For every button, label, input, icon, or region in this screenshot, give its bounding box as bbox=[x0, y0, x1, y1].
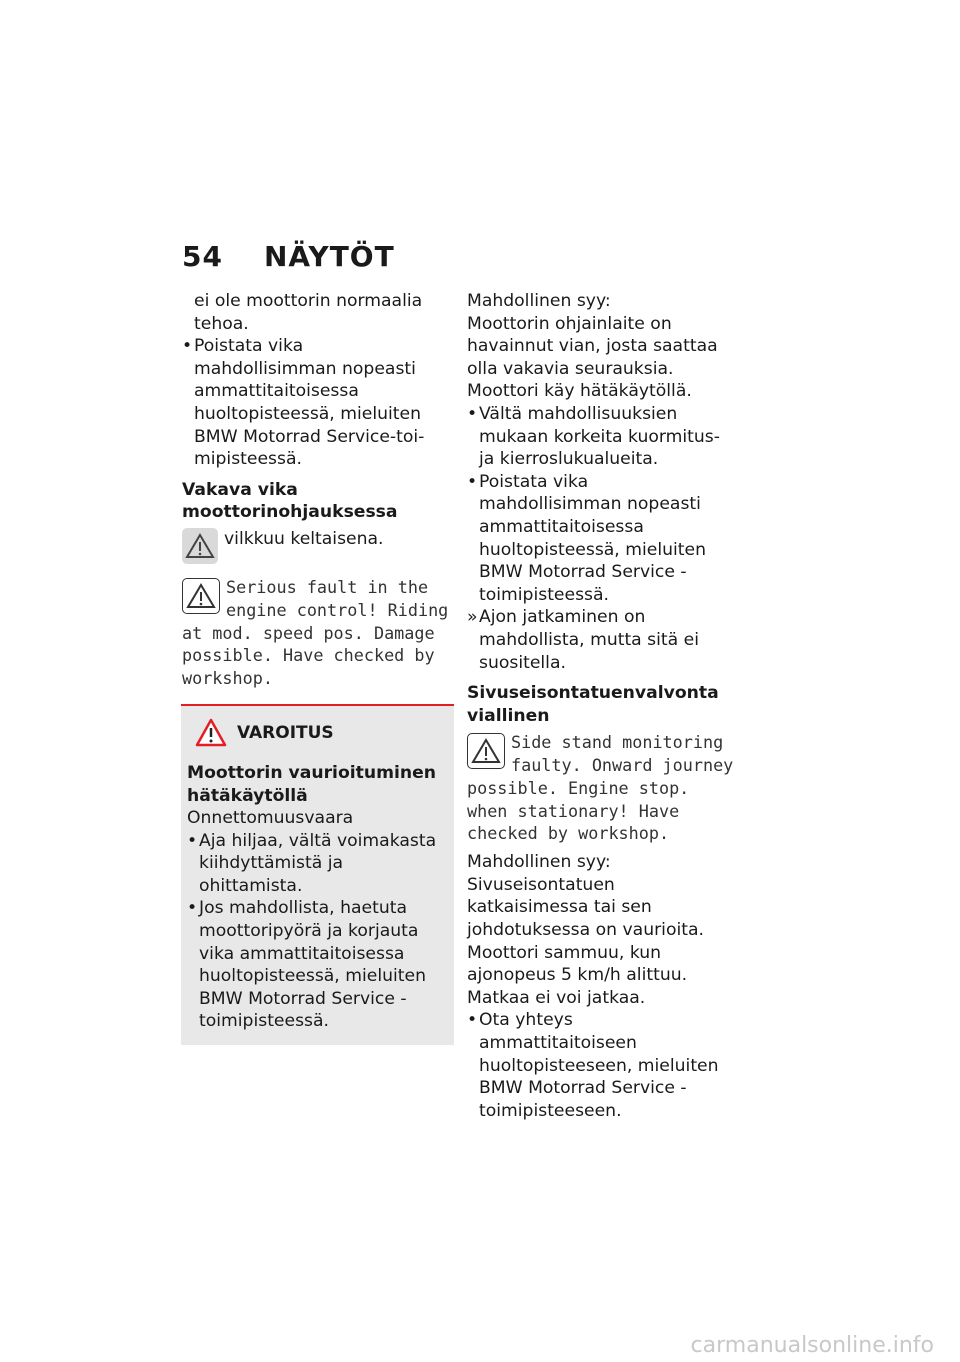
warning-sub: Onnettomuusvaara bbox=[187, 808, 354, 829]
warning-label: VAROITUS bbox=[237, 722, 334, 743]
warning-bullet: • Aja hiljaa, vältä voimakasta kiihdyttämistä ja ohittamista. bbox=[187, 830, 442, 898]
display-message bbox=[467, 731, 735, 845]
warning-box bbox=[181, 704, 454, 1045]
left-column bbox=[182, 290, 450, 1045]
warning-bullet: • Jos mahdollista, haetuta moottoripyörä ja korjauta vika ammattitaitoisessa huoltopisteessä, mieluiten BMW Motorrad Service -toimipisteessä. bbox=[187, 897, 442, 1033]
warning-triangle-icon bbox=[182, 528, 218, 564]
bullet-item: • Poistata vika mahdollisimman nopeasti ammattitaitoisessa huoltopisteessä, mieluiten BMW Motorrad Service -toimipisteessä. bbox=[467, 471, 735, 607]
result-item: » Ajon jatkaminen on mahdollista, mutta sitä ei suositella. bbox=[467, 606, 735, 674]
cause-text: Sivuseisontatuen katkaisimessa tai sen johdotuksessa on vaurioita. Moottori sammuu, kun ajonopeus 5 km/h alittuu. Matkaa ei voi jatkaa. bbox=[467, 874, 704, 1008]
display-message-text: Serious fault in the engine control! Riding at mod. speed pos. Damage possible. Have checked by workshop. bbox=[182, 576, 449, 689]
section-heading: Sivuseisontatuenvalvonta viallinen bbox=[467, 683, 719, 726]
warning-triangle-icon bbox=[467, 733, 505, 769]
display-message-text: Side stand monitoring faulty. Onward journey possible. Engine stop. when stationary! Have checked by workshop. bbox=[467, 732, 734, 844]
bullet-item: • Poistata vika mahdollisimman nopeasti ammattitaitoisessa huoltopisteessä, mieluiten BMW Motorrad Service-toi-mipisteessä. bbox=[182, 335, 450, 471]
warning-label-row bbox=[187, 718, 442, 748]
indicator-text: vilkkuu keltaisena. bbox=[224, 528, 384, 549]
page-number: 54 bbox=[182, 240, 223, 273]
watermark: carmanualsonline.info bbox=[690, 1333, 934, 1358]
warning-icon bbox=[195, 718, 227, 748]
cause-label: Mahdollinen syy: bbox=[467, 291, 611, 311]
cause-text: Moottorin ohjainlaite on havainnut vian, josta saattaa olla vakavia seurauksia. Moottori käy hätäkäytöllä. bbox=[467, 313, 718, 402]
page-header bbox=[182, 240, 395, 273]
indicator-row bbox=[182, 528, 450, 564]
page-title: NÄYTÖT bbox=[264, 240, 395, 273]
intro-text: ei ole moottorin normaalia tehoa. bbox=[194, 291, 423, 334]
section-heading: Vakava vika moottorinohjauksessa bbox=[182, 479, 398, 523]
bullet-item: • Vältä mahdollisuuksien mukaan korkeita kuormitus- ja kierroslukualueita. bbox=[467, 403, 735, 471]
cause-label: Mahdollinen syy: bbox=[467, 852, 611, 873]
right-column bbox=[467, 290, 735, 1122]
warning-heading: Moottorin vaurioituminen hätäkäytöllä bbox=[187, 762, 437, 806]
warning-triangle-icon bbox=[182, 578, 220, 614]
display-message bbox=[182, 576, 450, 690]
bullet-item: • Ota yhteys ammattitaitoiseen huoltopisteeseen, mieluiten BMW Motorrad Service -toimipisteeseen. bbox=[467, 1009, 735, 1122]
